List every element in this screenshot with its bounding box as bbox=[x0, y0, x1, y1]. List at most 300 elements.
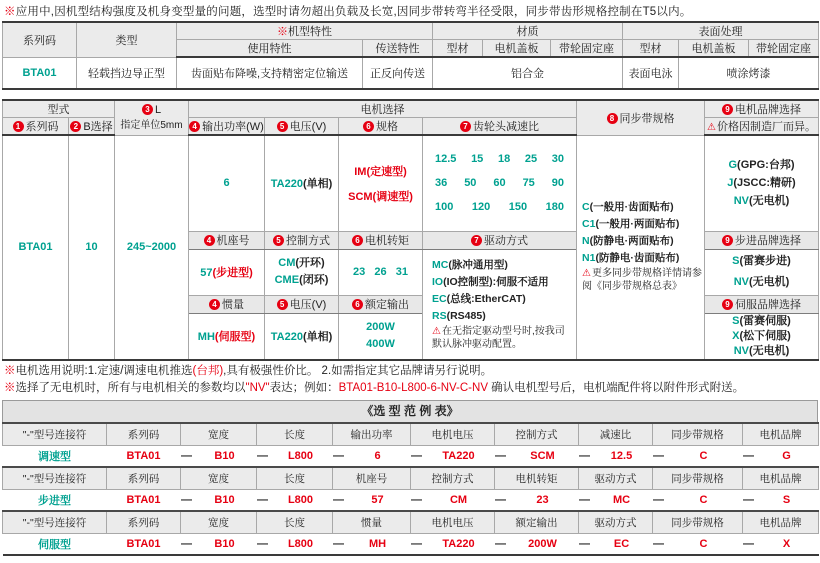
spec-header-cover-2: 电机盖板 bbox=[679, 40, 749, 58]
number-row bbox=[423, 147, 576, 171]
example-column-header: 电机转矩 bbox=[495, 467, 579, 489]
spec-surface-profile-value: 表面电泳 bbox=[623, 57, 679, 89]
number-value: 12.5 bbox=[435, 153, 457, 166]
example-separator: — bbox=[653, 533, 665, 555]
example-code-value: 23 bbox=[507, 489, 579, 511]
circled-number-icon: 1 bbox=[13, 121, 24, 132]
example-separator: — bbox=[579, 489, 591, 511]
example-code-value: S bbox=[755, 489, 819, 511]
example-column-header: 电机电压 bbox=[411, 511, 495, 533]
example-code-value: L800 bbox=[269, 445, 333, 467]
circled-number-icon: 6 bbox=[363, 121, 374, 132]
sel-header-length-main bbox=[115, 104, 188, 116]
example-code-value: MC bbox=[591, 489, 653, 511]
example-header-row bbox=[3, 423, 819, 445]
text-segment: IO bbox=[432, 276, 444, 288]
warning-text: 在无指定驱动型号时,按我司默认脉冲驱动配置。 bbox=[432, 326, 565, 350]
text-segment: N bbox=[582, 234, 590, 247]
text-segment: 400W bbox=[366, 338, 395, 350]
text-segment: (一般用·齿面贴布) bbox=[589, 200, 674, 213]
text-segment: (松下伺服) bbox=[739, 329, 791, 342]
spec-header-profile: 型材 bbox=[433, 40, 483, 58]
example-column-header: 机座号 bbox=[333, 467, 411, 489]
example-column-header: 同步带规格 bbox=[653, 511, 743, 533]
spec-transfer-value: 正反向传送 bbox=[363, 57, 433, 89]
text-segment: ※ bbox=[4, 6, 16, 18]
option-line bbox=[265, 255, 338, 272]
example-separator: — bbox=[743, 489, 755, 511]
example-column-header: 电机品牌 bbox=[743, 511, 819, 533]
text-segment: NV bbox=[733, 195, 749, 208]
circled-number-icon: 6 bbox=[352, 235, 363, 246]
example-value-row bbox=[3, 445, 819, 467]
example-column-header: 电机品牌 bbox=[743, 423, 819, 445]
example-code-value: TA220 bbox=[423, 533, 495, 555]
example-model-type: 调速型 bbox=[3, 445, 107, 467]
spec-header-transfer: 传送特性 bbox=[363, 40, 433, 58]
circled-number-icon: 7 bbox=[471, 235, 482, 246]
example-code-value: C bbox=[665, 533, 743, 555]
circled-number-icon: 9 bbox=[722, 235, 733, 246]
text-segment: (无电机) bbox=[748, 276, 790, 288]
text-segment: MC bbox=[432, 259, 449, 271]
number-value: 180 bbox=[545, 201, 564, 214]
example-code-value: G bbox=[755, 445, 819, 467]
warning-icon: ⚠ bbox=[707, 122, 716, 133]
sel-stepper-brand-options bbox=[705, 249, 819, 295]
number-value: 15 bbox=[471, 153, 484, 166]
text-segment: C bbox=[582, 200, 590, 213]
number-value: 100 bbox=[435, 201, 454, 214]
header-label: 规格 bbox=[376, 121, 398, 133]
sel-header-belt-spec bbox=[577, 100, 705, 135]
spec-series-code: BTA01 bbox=[3, 57, 77, 89]
example-code-value: SCM bbox=[507, 445, 579, 467]
header-label: 电压(V) bbox=[289, 121, 327, 133]
text-segment: ,具有极强性价比。 2.如需指定其它品牌请另行说明。 bbox=[223, 365, 493, 377]
text-segment: (一般用·两面贴布) bbox=[595, 217, 680, 230]
example-separator: — bbox=[411, 445, 423, 467]
example-column-header: 驱动方式 bbox=[579, 511, 653, 533]
header-label: 驱动方式 bbox=[484, 235, 528, 247]
example-column-header: 系列码 bbox=[107, 467, 181, 489]
example-code-value: 12.5 bbox=[591, 445, 653, 467]
example-separator: — bbox=[257, 489, 269, 511]
option-line bbox=[582, 233, 702, 250]
sel-header-model-type: 型式 bbox=[3, 100, 115, 118]
number-value: 31 bbox=[395, 265, 408, 278]
number-value: 25 bbox=[524, 153, 538, 166]
circled-number-icon: 4 bbox=[189, 121, 200, 132]
sel-header-rated-output bbox=[339, 295, 423, 313]
text-segment: TA220 bbox=[270, 178, 303, 191]
text-segment: 确认电机型号后，电机端配件将以附件形式附送。 bbox=[487, 381, 745, 394]
text-segment: IM(定速型) bbox=[354, 165, 407, 178]
example-column-header: 长度 bbox=[257, 467, 333, 489]
example-column-header: 额定输出 bbox=[495, 511, 579, 533]
number-value: 60 bbox=[493, 177, 506, 190]
example-column-header: 长度 bbox=[257, 423, 333, 445]
text-segment: (RS485) bbox=[446, 310, 486, 322]
sel-header-length-sub: 指定单位5mm bbox=[120, 120, 183, 132]
text-segment: CME bbox=[274, 274, 300, 286]
header-label: 系列码 bbox=[25, 121, 59, 133]
circled-number-icon: 9 bbox=[722, 299, 733, 310]
warning-icon: ⚠ bbox=[582, 267, 591, 279]
header-label: 齿轮头减速比 bbox=[473, 121, 539, 133]
sel-rated-output-options bbox=[339, 313, 423, 360]
text-segment: ※ bbox=[277, 26, 288, 38]
sel-belt-spec-cell bbox=[577, 135, 705, 360]
selection-notes bbox=[4, 363, 816, 396]
number-value: 90 bbox=[551, 177, 564, 190]
text-segment: (雷赛伺服) bbox=[739, 314, 791, 327]
text-segment: 表达；例如： bbox=[269, 381, 339, 394]
sel-torque-options bbox=[339, 249, 423, 295]
text-segment: (开环) bbox=[295, 257, 325, 269]
header-label: 同步带规格 bbox=[619, 112, 675, 125]
example-separator: — bbox=[333, 445, 345, 467]
number-value: 30 bbox=[551, 153, 564, 166]
example-column-header: 同步带规格 bbox=[653, 423, 743, 445]
text-segment: NV bbox=[733, 344, 749, 357]
sel-servo-brand-options bbox=[705, 313, 819, 360]
option-line bbox=[339, 319, 422, 336]
example-column-header: 惯量 bbox=[333, 511, 411, 533]
text-segment: (无电机) bbox=[748, 344, 790, 357]
example-header-row bbox=[3, 511, 819, 533]
sel-gear-ratio-options bbox=[423, 135, 577, 231]
option-line bbox=[432, 308, 574, 325]
spec-header-feature-group bbox=[177, 22, 433, 40]
sel-header-stepper-brand bbox=[705, 231, 819, 249]
circled-number-icon: 5 bbox=[273, 235, 284, 246]
option-line bbox=[582, 216, 702, 233]
option-line bbox=[705, 329, 818, 344]
selection-example-table bbox=[2, 422, 819, 556]
sel-control-options bbox=[265, 249, 339, 295]
text-segment: (JSCC:精研) bbox=[733, 177, 796, 190]
example-separator: — bbox=[579, 533, 591, 555]
header-label: 控制方式 bbox=[286, 235, 330, 247]
option-line bbox=[705, 344, 818, 359]
text-segment: (防静电·齿面贴布) bbox=[595, 251, 680, 264]
example-code-value: 200W bbox=[507, 533, 579, 555]
example-code-value: BTA01 bbox=[107, 533, 181, 555]
text-segment: 机型特性 bbox=[288, 26, 332, 38]
sel-inertia-value bbox=[189, 313, 265, 360]
sel-series-value: BTA01 bbox=[3, 135, 69, 360]
text-segment: CM bbox=[278, 257, 296, 269]
warning-icon: ⚠ bbox=[432, 326, 441, 337]
example-connector-header: "-"型号连接符 bbox=[3, 423, 107, 445]
option-line bbox=[432, 257, 574, 274]
top-application-note bbox=[4, 3, 692, 19]
example-separator: — bbox=[181, 489, 193, 511]
number-row bbox=[423, 195, 576, 219]
circled-number-icon: 3 bbox=[142, 104, 153, 115]
number-value: 18 bbox=[497, 153, 511, 166]
header-label: 额定输出 bbox=[365, 299, 409, 311]
example-code-value: MH bbox=[345, 533, 411, 555]
sel-header-brand-warning bbox=[705, 118, 819, 136]
sel-header-gear-ratio bbox=[423, 118, 577, 136]
example-column-header: 电机品牌 bbox=[743, 467, 819, 489]
circled-number-icon: 5 bbox=[277, 121, 288, 132]
sel-header-inertia bbox=[189, 295, 265, 313]
spec-header-pulley-seat-2: 带轮固定座 bbox=[749, 40, 819, 58]
spec-header-surface-group: 表面处理 bbox=[623, 22, 819, 40]
example-separator: — bbox=[743, 533, 755, 555]
text-segment: G bbox=[728, 159, 738, 172]
option-line bbox=[265, 272, 338, 289]
circled-number-icon: 8 bbox=[607, 113, 618, 124]
example-connector-header: "-"型号连接符 bbox=[3, 511, 107, 533]
text-segment: (IO控制型):伺服不适用 bbox=[443, 276, 549, 288]
example-code-value: X bbox=[755, 533, 819, 555]
number-row bbox=[339, 264, 422, 281]
text-segment: 57 bbox=[200, 267, 213, 279]
option-line bbox=[432, 291, 574, 308]
option-line bbox=[339, 336, 422, 353]
example-separator: — bbox=[495, 445, 507, 467]
example-code-value: CM bbox=[423, 489, 495, 511]
example-separator: — bbox=[257, 445, 269, 467]
example-column-header: 控制方式 bbox=[495, 423, 579, 445]
example-separator: — bbox=[411, 533, 423, 555]
number-value: 36 bbox=[435, 177, 448, 190]
number-value: 75 bbox=[522, 177, 535, 190]
example-separator: — bbox=[411, 489, 423, 511]
spec-surface-coating-value: 喷涂烤漆 bbox=[679, 57, 819, 89]
header-label: B选择 bbox=[83, 121, 113, 133]
number-value: 26 bbox=[374, 265, 387, 278]
number-value: 50 bbox=[464, 177, 477, 190]
sel-header-torque bbox=[339, 231, 423, 249]
text-segment: (步进型) bbox=[212, 267, 253, 279]
text-segment: (总线:EtherCAT) bbox=[446, 293, 526, 305]
option-line bbox=[432, 274, 574, 291]
example-separator: — bbox=[333, 533, 345, 555]
example-separator: — bbox=[743, 445, 755, 467]
product-spec-table bbox=[2, 21, 819, 90]
option-line bbox=[705, 272, 818, 293]
sel-header-motor-brand bbox=[705, 100, 819, 118]
text-segment: EC bbox=[432, 293, 447, 305]
spec-type-value: 轻载挡边导正型 bbox=[77, 57, 177, 89]
text-segment: J bbox=[727, 177, 734, 190]
example-code-value: EC bbox=[591, 533, 653, 555]
text-segment: S bbox=[732, 314, 740, 327]
sel-voltage2-value bbox=[265, 313, 339, 360]
sel-header-servo-brand bbox=[705, 295, 819, 313]
example-code-value: 6 bbox=[345, 445, 411, 467]
header-label: 步进品牌选择 bbox=[735, 235, 801, 247]
text-segment: (伺服型) bbox=[214, 331, 256, 343]
text-segment: 200W bbox=[366, 321, 395, 333]
text-segment: (闭环) bbox=[299, 274, 329, 286]
text-segment: X bbox=[732, 329, 740, 342]
text-segment: (脉冲通用型) bbox=[448, 259, 508, 271]
circled-number-icon: 7 bbox=[460, 121, 471, 132]
text-segment: C1 bbox=[582, 217, 596, 230]
example-column-header: 长度 bbox=[257, 511, 333, 533]
option-line bbox=[705, 174, 818, 192]
sel-voltage-value bbox=[265, 135, 339, 231]
option-line bbox=[705, 314, 818, 329]
sel-drive-cell bbox=[423, 249, 577, 360]
text-segment: MH bbox=[197, 331, 215, 343]
example-code-value: L800 bbox=[269, 489, 333, 511]
sel-header-b-select bbox=[69, 118, 115, 136]
text-segment: (防静电·两面贴布) bbox=[589, 234, 674, 247]
example-column-header: 系列码 bbox=[107, 511, 181, 533]
text-segment: RS bbox=[432, 310, 447, 322]
text-segment: ※ bbox=[4, 381, 16, 394]
example-separator: — bbox=[653, 489, 665, 511]
header-label: 机座号 bbox=[216, 235, 250, 247]
text-segment: BTA01-B10-L800-6-NV-C-NV bbox=[338, 381, 488, 394]
sel-header-drive bbox=[423, 231, 577, 249]
circled-number-icon: 9 bbox=[722, 104, 733, 115]
header-label: L bbox=[154, 104, 162, 117]
example-code-value: B10 bbox=[193, 533, 257, 555]
circled-number-icon: 2 bbox=[70, 121, 81, 132]
example-value-row bbox=[3, 489, 819, 511]
header-label: 伺服品牌选择 bbox=[735, 299, 801, 311]
option-line bbox=[339, 188, 422, 204]
example-separator: — bbox=[333, 489, 345, 511]
example-code-value: 57 bbox=[345, 489, 411, 511]
spec-header-usage: 使用特性 bbox=[177, 40, 363, 58]
sel-header-frame bbox=[189, 231, 265, 249]
spec-header-cover: 电机盖板 bbox=[483, 40, 551, 58]
belt-spec-options bbox=[582, 199, 702, 267]
text-segment: (单相) bbox=[302, 331, 333, 343]
example-column-header: 系列码 bbox=[107, 423, 181, 445]
option-line bbox=[705, 251, 818, 272]
sel-power-value: 6 bbox=[189, 135, 265, 231]
example-column-header: 减速比 bbox=[579, 423, 653, 445]
spec-header-type: 类型 bbox=[77, 22, 177, 57]
belt-spec-note bbox=[582, 267, 702, 293]
sel-spec-options bbox=[339, 135, 423, 231]
sel-header-power bbox=[189, 118, 265, 136]
example-column-header: 同步带规格 bbox=[653, 467, 743, 489]
example-separator: — bbox=[495, 533, 507, 555]
example-code-value: C bbox=[665, 489, 743, 511]
circled-number-icon: 4 bbox=[209, 299, 220, 310]
number-value: 23 bbox=[353, 265, 366, 278]
option-line bbox=[582, 250, 702, 267]
example-code-value: TA220 bbox=[423, 445, 495, 467]
option-line bbox=[705, 192, 818, 210]
sel-header-motor-group: 电机选择 bbox=[189, 100, 577, 118]
drive-options bbox=[432, 257, 574, 325]
circled-number-icon: 6 bbox=[352, 299, 363, 310]
example-connector-header: "-"型号连接符 bbox=[3, 467, 107, 489]
example-model-type: 步进型 bbox=[3, 489, 107, 511]
spec-header-profile-2: 型材 bbox=[623, 40, 679, 58]
example-code-value: BTA01 bbox=[107, 445, 181, 467]
sel-length-range-value: 245~2000 bbox=[115, 135, 189, 360]
example-code-value: C bbox=[665, 445, 743, 467]
text-segment: 电机选用说明:1.定速/调速电机推选 bbox=[15, 365, 193, 377]
text-segment: (无电机) bbox=[748, 195, 790, 208]
example-model-type: 伺服型 bbox=[3, 533, 107, 555]
example-table-body bbox=[3, 423, 819, 555]
no-motor-note bbox=[4, 380, 816, 397]
option-line bbox=[705, 156, 818, 174]
example-column-header: 输出功率 bbox=[333, 423, 411, 445]
example-separator: — bbox=[181, 445, 193, 467]
text-segment: (雷赛步进) bbox=[739, 255, 791, 267]
number-value: 150 bbox=[508, 201, 528, 214]
spec-header-material-group: 材质 bbox=[433, 22, 623, 40]
text-segment: (台邦) bbox=[192, 365, 224, 377]
spec-header-series: 系列码 bbox=[3, 22, 77, 57]
header-label: 电压(V) bbox=[289, 299, 327, 311]
example-column-header: 控制方式 bbox=[411, 467, 495, 489]
example-code-value: BTA01 bbox=[107, 489, 181, 511]
text-segment: ※ bbox=[4, 365, 16, 377]
circled-number-icon: 5 bbox=[277, 299, 288, 310]
number-row bbox=[423, 171, 576, 195]
text-segment: SCM(调速型) bbox=[348, 190, 413, 203]
drive-note bbox=[432, 325, 574, 351]
example-column-header: 宽度 bbox=[181, 511, 257, 533]
example-separator: — bbox=[495, 489, 507, 511]
sel-header-control bbox=[265, 231, 339, 249]
sel-header-voltage-2 bbox=[265, 295, 339, 313]
example-separator: — bbox=[257, 533, 269, 555]
example-code-value: L800 bbox=[269, 533, 333, 555]
example-code-value: B10 bbox=[193, 445, 257, 467]
text-segment: (GPG:台邦) bbox=[737, 159, 795, 172]
warning-text: 价格因制造厂而异。 bbox=[716, 121, 816, 133]
sel-header-voltage bbox=[265, 118, 339, 136]
text-segment: TA220 bbox=[270, 331, 303, 343]
header-label: 电机转矩 bbox=[365, 235, 409, 247]
header-label: 惯量 bbox=[222, 299, 244, 311]
header-label: 输出功率(W) bbox=[202, 121, 264, 133]
sel-header-spec bbox=[339, 118, 423, 136]
example-separator: — bbox=[579, 445, 591, 467]
motor-selection-note bbox=[4, 363, 816, 380]
warning-text: 更多同步带规格详情请参阅《同步带规格总表》 bbox=[582, 267, 702, 292]
text-segment: NV bbox=[733, 276, 749, 288]
number-value: 120 bbox=[471, 201, 491, 214]
example-code-value: B10 bbox=[193, 489, 257, 511]
text-segment: 选择了无电机时，所有与电机相关的参数均以 bbox=[15, 381, 246, 394]
example-value-row bbox=[3, 533, 819, 555]
spec-usage-value: 齿面贴布降噪,支持精密定位输送 bbox=[177, 57, 363, 89]
sel-motor-brand-options bbox=[705, 135, 819, 231]
sel-frame-value bbox=[189, 249, 265, 295]
text-segment: (单相) bbox=[302, 178, 333, 191]
sel-header-series bbox=[3, 118, 69, 136]
example-column-header: 驱动方式 bbox=[579, 467, 653, 489]
text-segment: "NV" bbox=[245, 381, 270, 394]
text-segment: 应用中,因机型结构强度及机身变型量的问题，选型时请勿超出负载及长宽,因同步带转弯半径受限，同步带齿形规格控制在T5以内。 bbox=[15, 6, 692, 18]
example-separator: — bbox=[653, 445, 665, 467]
example-table-title: 《选 型 范 例 表》 bbox=[2, 400, 818, 422]
header-label: 电机品牌选择 bbox=[735, 104, 801, 116]
sel-b-select-value: 10 bbox=[69, 135, 115, 360]
text-segment: S bbox=[732, 255, 740, 267]
example-column-header: 电机电压 bbox=[411, 423, 495, 445]
option-line bbox=[582, 199, 702, 216]
